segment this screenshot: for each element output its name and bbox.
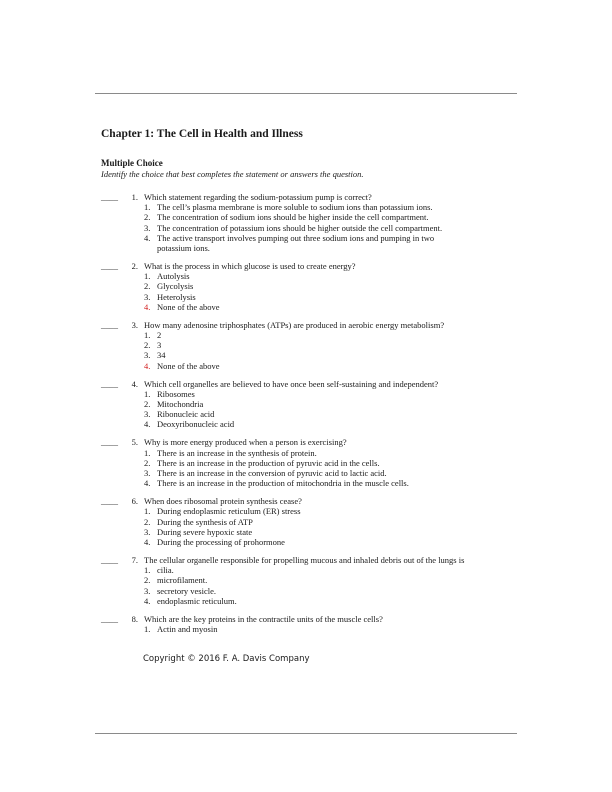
option-item (101, 399, 521, 409)
option-text: The cell’s plasma membrane is more soluble to sodium ions than potassium ions. (157, 202, 433, 213)
answer-blank[interactable]: ____ (101, 496, 118, 507)
option-item (101, 468, 521, 478)
option-number: 3. (144, 409, 151, 420)
option-text: During the synthesis of ATP (157, 516, 253, 527)
option-text: There is an increase in the production of pyruvic acid in the cells. (157, 457, 380, 468)
answer-blank[interactable]: ____ (101, 613, 118, 624)
question-number: 3. (131, 319, 138, 330)
section-heading: Multiple Choice (101, 158, 163, 168)
option-item (101, 292, 521, 302)
option-item (101, 565, 521, 575)
option-list (101, 448, 521, 489)
option-number: 1. (144, 271, 151, 282)
option-number: 1. (144, 447, 151, 458)
option-item (101, 302, 521, 312)
question-number: 1. (131, 192, 138, 202)
option-item (101, 448, 521, 458)
option-number: 3. (144, 291, 151, 302)
option-list (101, 271, 521, 312)
question-number: 6. (131, 496, 138, 507)
answer-blank[interactable]: ____ (101, 437, 118, 448)
question-item (101, 437, 521, 488)
option-text: Heterolysis (157, 291, 196, 302)
option-item (101, 586, 521, 596)
option-number: 4. (144, 360, 151, 371)
option-number: 3. (144, 585, 151, 596)
option-text: There is an increase in the synthesis of protein. (157, 447, 317, 458)
option-number: 2. (144, 281, 151, 292)
option-text: The concentration of sodium ions should be higher inside the cell compartment. (157, 212, 429, 223)
option-number: 2. (144, 340, 151, 351)
option-text: There is an increase in the conversion of pyruvic acid to lactic acid. (157, 468, 387, 479)
bottom-divider (95, 733, 517, 734)
option-number: 1. (144, 506, 151, 517)
question-number: 2. (131, 261, 138, 272)
option-item (101, 537, 521, 547)
option-number: 4. (144, 232, 151, 243)
option-list (101, 624, 521, 634)
option-text: Deoxyribonucleic acid (157, 419, 235, 430)
option-text: During endoplasmic reticulum (ER) stress (157, 506, 301, 517)
option-item (101, 409, 521, 419)
option-text: During the processing of prohormone (157, 537, 285, 548)
option-list (101, 202, 521, 253)
option-item (101, 527, 521, 537)
question-number: 4. (131, 378, 138, 389)
question-text: Which cell organelles are believed to have once been self-sustaining and independent? (144, 378, 439, 389)
option-item (101, 233, 457, 253)
question-text: What is the process in which glucose is used to create energy? (144, 261, 356, 272)
option-item (101, 624, 521, 634)
question-item (101, 320, 521, 371)
question-item (101, 379, 521, 430)
option-list (101, 389, 521, 430)
section-header (101, 158, 521, 180)
option-item (101, 506, 521, 516)
chapter-title: Chapter 1: The Cell in Health and Illness (101, 128, 303, 140)
question-text: When does ribosomal protein synthesis cease? (144, 496, 302, 507)
option-number: 3. (144, 222, 151, 233)
option-item (101, 361, 521, 371)
option-list (101, 565, 521, 606)
option-item (101, 596, 521, 606)
option-list (101, 506, 521, 547)
question-text: Which are the key proteins in the contractile units of the muscle cells? (144, 613, 383, 624)
option-item (101, 517, 521, 527)
option-text: Ribonucleic acid (157, 409, 215, 420)
option-number: 3. (144, 526, 151, 537)
option-text: Glycolysis (157, 281, 194, 292)
option-text: Autolysis (157, 271, 190, 282)
option-number: 1. (144, 330, 151, 341)
option-number: 4. (144, 537, 151, 548)
option-number: 4. (144, 301, 151, 312)
option-number: 2. (144, 516, 151, 527)
top-divider (95, 93, 517, 94)
option-text: During severe hypoxic state (157, 526, 253, 537)
option-item (101, 575, 521, 585)
question-text: How many adenosine triphosphates (ATPs) are produced in aerobic energy metabolism? (144, 319, 445, 330)
question-text: Why is more energy produced when a person is exercising? (144, 437, 347, 448)
option-number: 4. (144, 595, 151, 606)
answer-blank[interactable]: ____ (101, 378, 118, 389)
option-number: 3. (144, 468, 151, 479)
answer-blank[interactable]: ____ (101, 319, 118, 330)
option-text: cilia. (157, 565, 174, 576)
option-number: 1. (144, 565, 151, 576)
question-list (101, 192, 521, 642)
option-text: None of the above (157, 301, 220, 312)
question-text: Which statement regarding the sodium-potassium pump is correct? (144, 192, 372, 202)
option-text: microfilament. (157, 575, 208, 586)
option-text: endoplasmic reticulum. (157, 595, 237, 606)
option-number: 1. (144, 202, 151, 213)
answer-blank[interactable]: ____ (101, 261, 118, 272)
option-item (101, 202, 521, 212)
question-item (101, 614, 521, 634)
section-instructions: Identify the choice that best completes the statement or answers the question. (101, 169, 364, 179)
option-item (101, 223, 521, 233)
option-number: 4. (144, 478, 151, 489)
option-number: 1. (144, 624, 151, 635)
option-item (101, 271, 521, 281)
option-text: None of the above (157, 360, 220, 371)
copyright-notice: Copyright © 2016 F. A. Davis Company (143, 654, 310, 664)
option-item (101, 350, 521, 360)
option-number: 4. (144, 419, 151, 430)
question-item (101, 192, 521, 253)
option-text: 34 (157, 350, 166, 361)
option-item (101, 389, 521, 399)
option-item (101, 281, 521, 291)
option-item (101, 212, 521, 222)
option-item (101, 419, 521, 429)
option-text: The concentration of potassium ions should be higher outside the cell compartment. (157, 222, 443, 233)
question-item (101, 496, 521, 547)
option-number: 1. (144, 388, 151, 399)
option-number: 2. (144, 575, 151, 586)
answer-blank[interactable]: ____ (101, 192, 118, 202)
option-item (101, 458, 521, 468)
option-text: There is an increase in the production of mitochondria in the muscle cells. (157, 478, 409, 489)
option-text: Ribosomes (157, 388, 195, 399)
question-number: 8. (131, 613, 138, 624)
option-number: 2. (144, 457, 151, 468)
option-list (101, 330, 521, 371)
question-number: 5. (131, 437, 138, 448)
question-number: 7. (131, 555, 138, 566)
option-number: 2. (144, 399, 151, 410)
question-text: The cellular organelle responsible for propelling mucous and inhaled debris out of the lungs is (144, 555, 465, 566)
option-number: 3. (144, 350, 151, 361)
question-item (101, 261, 521, 312)
answer-blank[interactable]: ____ (101, 555, 118, 566)
option-text: secretory vesicle. (157, 585, 216, 596)
option-text: Mitochondria (157, 399, 204, 410)
option-text: The active transport involves pumping out three sodium ions and pumping in two potassium ions. (157, 232, 435, 254)
option-item (101, 340, 521, 350)
option-item (101, 330, 521, 340)
option-text: Actin and myosin (157, 624, 218, 635)
option-item (101, 478, 521, 488)
option-text: 2 (157, 330, 162, 341)
option-number: 2. (144, 212, 151, 223)
option-text: 3 (157, 340, 162, 351)
question-item (101, 555, 521, 606)
